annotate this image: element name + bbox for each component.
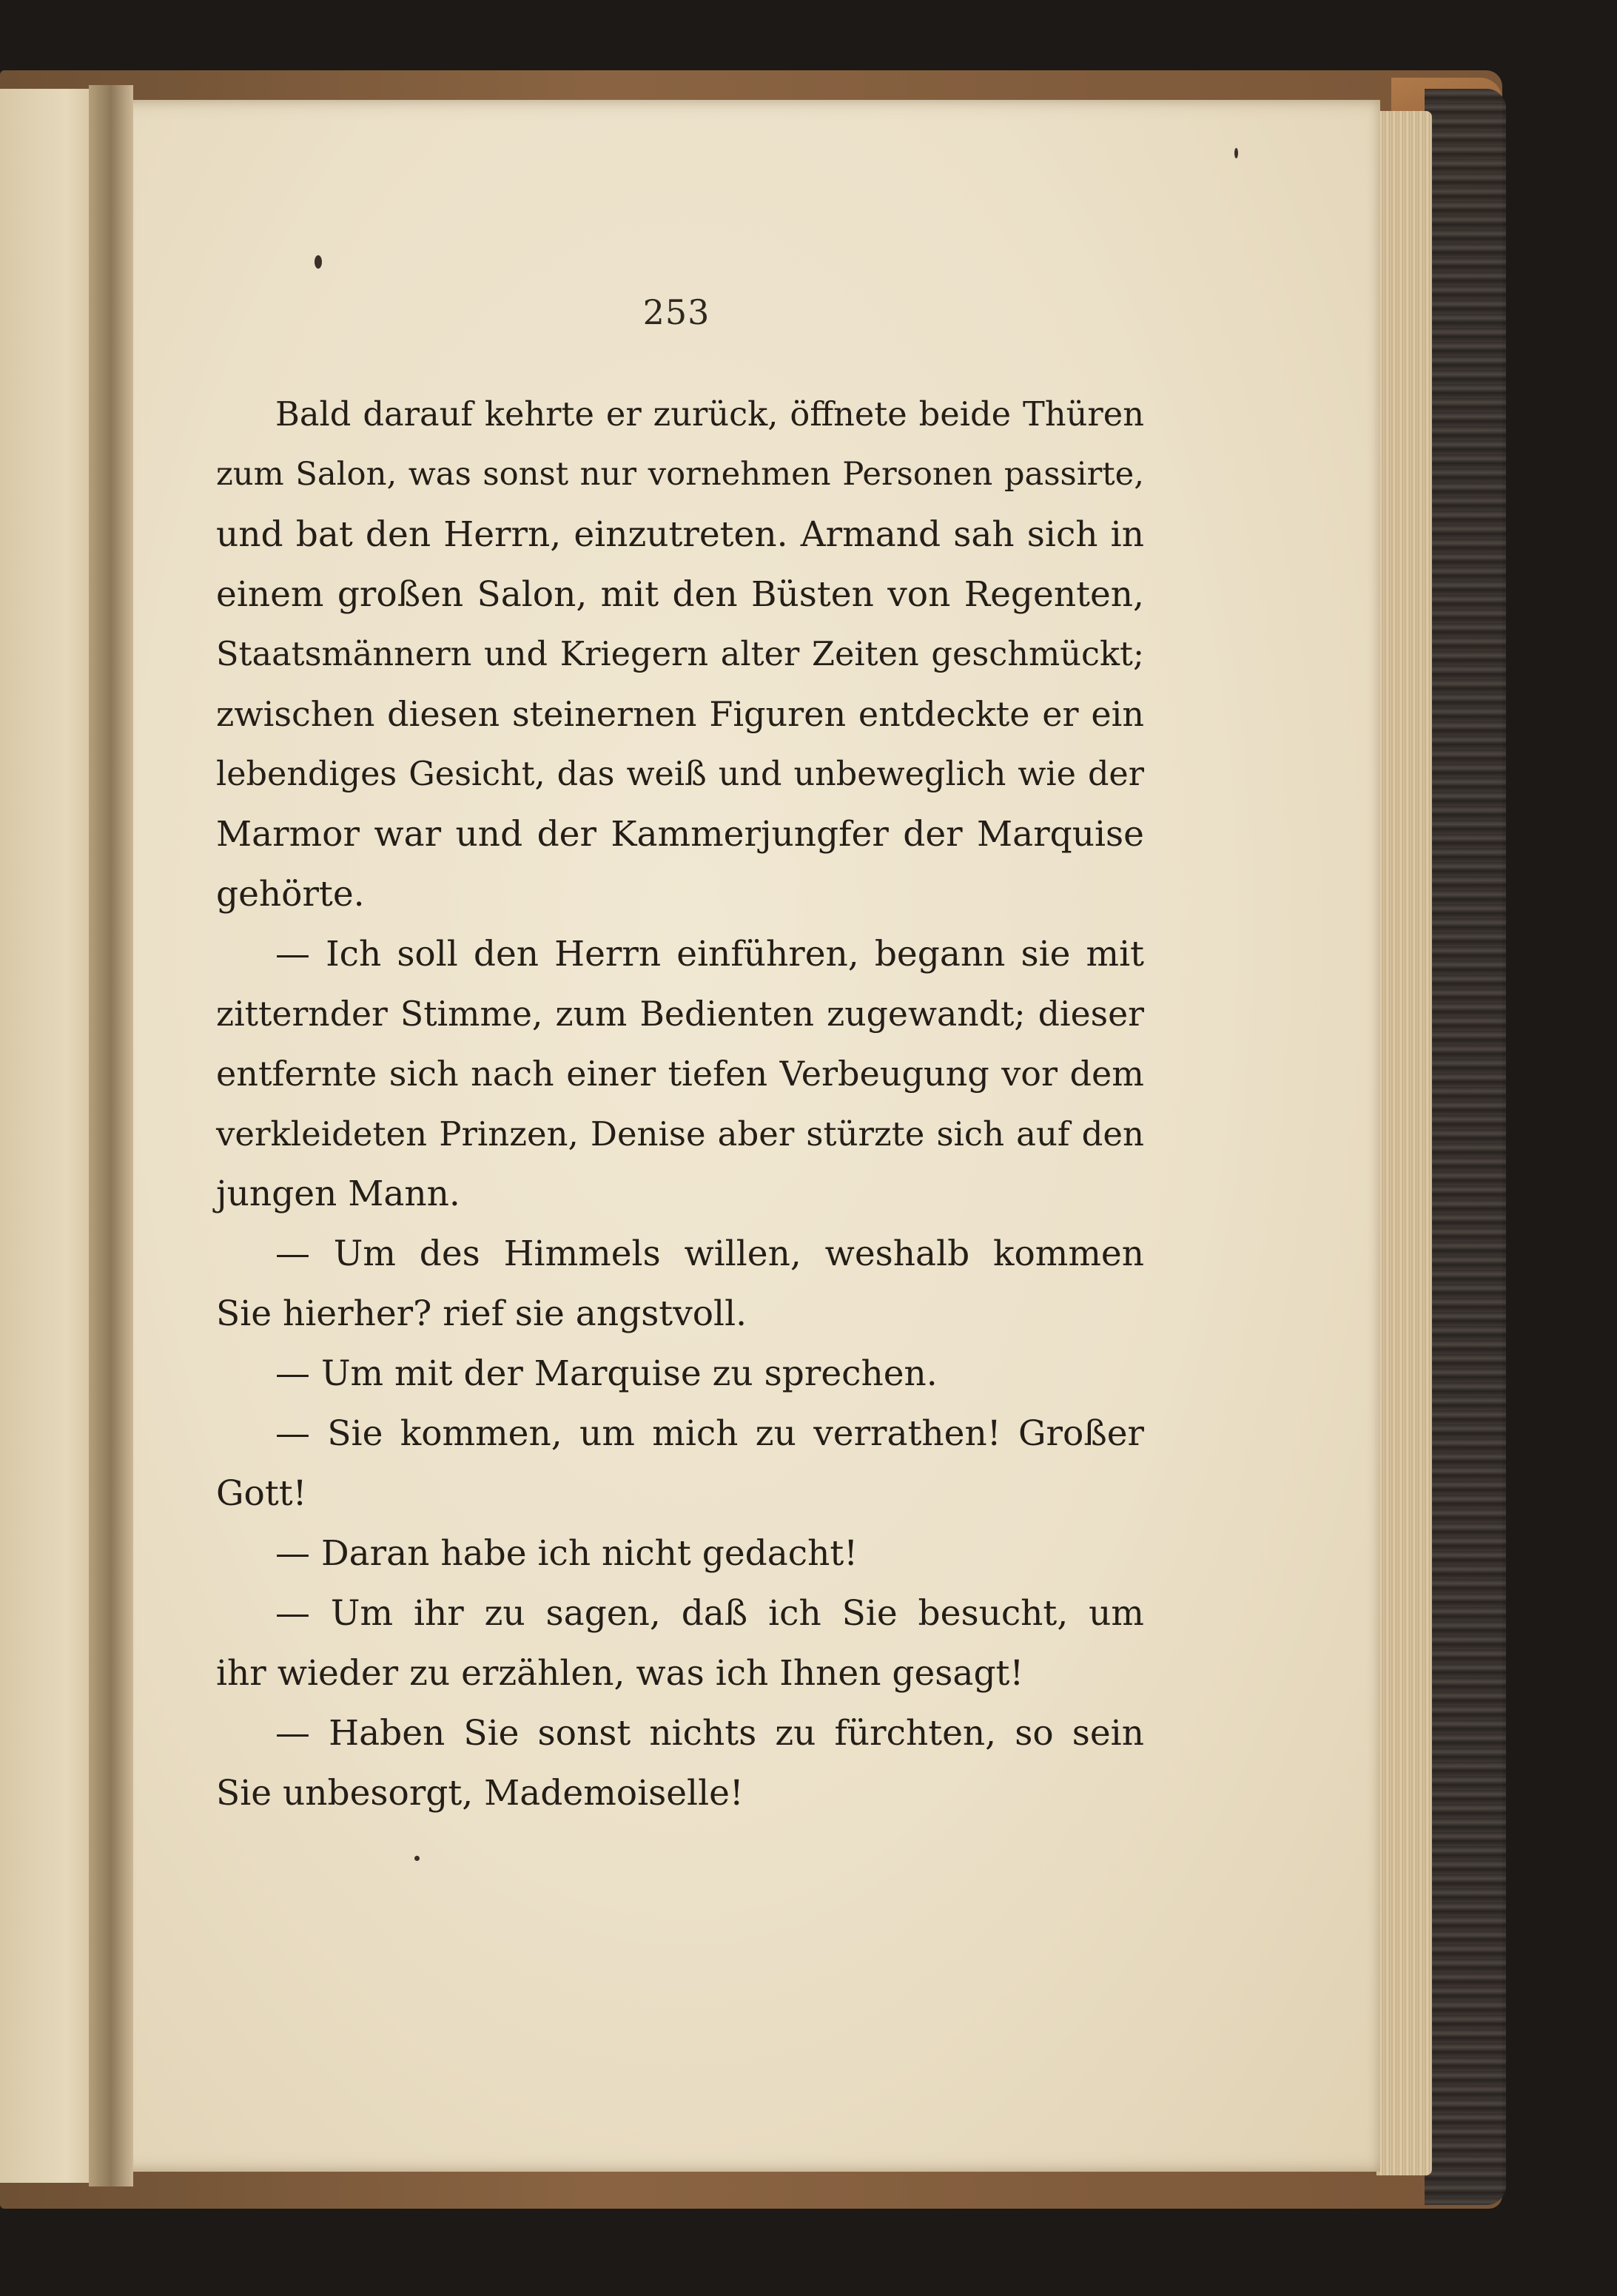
- text-line: Bald darauf kehrte er zurück, öffnete beide Thüren: [275, 395, 1144, 434]
- text-line: entfernte sich nach einer tiefen Verbeugung vor dem: [216, 1054, 1144, 1094]
- text-line: — Sie kommen, um mich zu verrathen! Großer: [275, 1413, 1144, 1454]
- text-line: Sie hierher? rief sie angstvoll.: [216, 1293, 747, 1334]
- text-line: ihr wieder zu erzählen, was ich Ihnen gesagt!: [216, 1653, 1024, 1694]
- text-line: und bat den Herrn, einzutreten. Armand sah sich in: [216, 514, 1144, 555]
- text-line: — Um ihr zu sagen, daß ich Sie besucht, um: [275, 1593, 1144, 1634]
- text-line: — Um des Himmels willen, weshalb kommen: [275, 1233, 1144, 1274]
- text-line: jungen Mann.: [216, 1174, 460, 1214]
- paper-speck: [1234, 148, 1238, 158]
- text-line: — Ich soll den Herrn einführen, begann sie mit: [275, 934, 1144, 974]
- paper-speck: [315, 255, 322, 269]
- text-line: Gott!: [216, 1473, 307, 1514]
- text-line: zitternder Stimme, zum Bedienten zugewandt; dieser: [216, 994, 1144, 1034]
- page-number: 253: [642, 292, 710, 332]
- text-line: Sie unbesorgt, Mademoiselle!: [216, 1773, 744, 1814]
- cover-spine-edge: [1425, 89, 1506, 2205]
- text-line: Staatsmännern und Kriegern alter Zeiten geschmückt;: [216, 635, 1144, 673]
- text-line: verkleideten Prinzen, Denise aber stürzte sich auf den: [216, 1114, 1144, 1154]
- text-line: einem großen Salon, mit den Büsten von Regenten,: [216, 574, 1144, 615]
- text-line: — Haben Sie sonst nichts zu fürchten, so sein: [275, 1713, 1144, 1754]
- text-line: lebendiges Gesicht, das weiß und unbeweglich wie der: [216, 755, 1144, 793]
- text-line: zwischen diesen steinernen Figuren entdeckte er ein: [216, 694, 1144, 734]
- paper-speck: [414, 1856, 420, 1861]
- page-edges: [1376, 111, 1432, 2175]
- body-text: [216, 385, 1144, 1823]
- text-line: — Um mit der Marquise zu sprechen.: [275, 1353, 938, 1394]
- text-line: zum Salon, was sonst nur vornehmen Personen passirte,: [216, 456, 1144, 493]
- text-line: gehörte.: [216, 874, 365, 915]
- text-line: — Daran habe ich nicht gedacht!: [275, 1533, 858, 1574]
- page-gutter: [89, 85, 133, 2186]
- text-line: Marmor war und der Kammerjungfer der Marquise: [216, 814, 1144, 855]
